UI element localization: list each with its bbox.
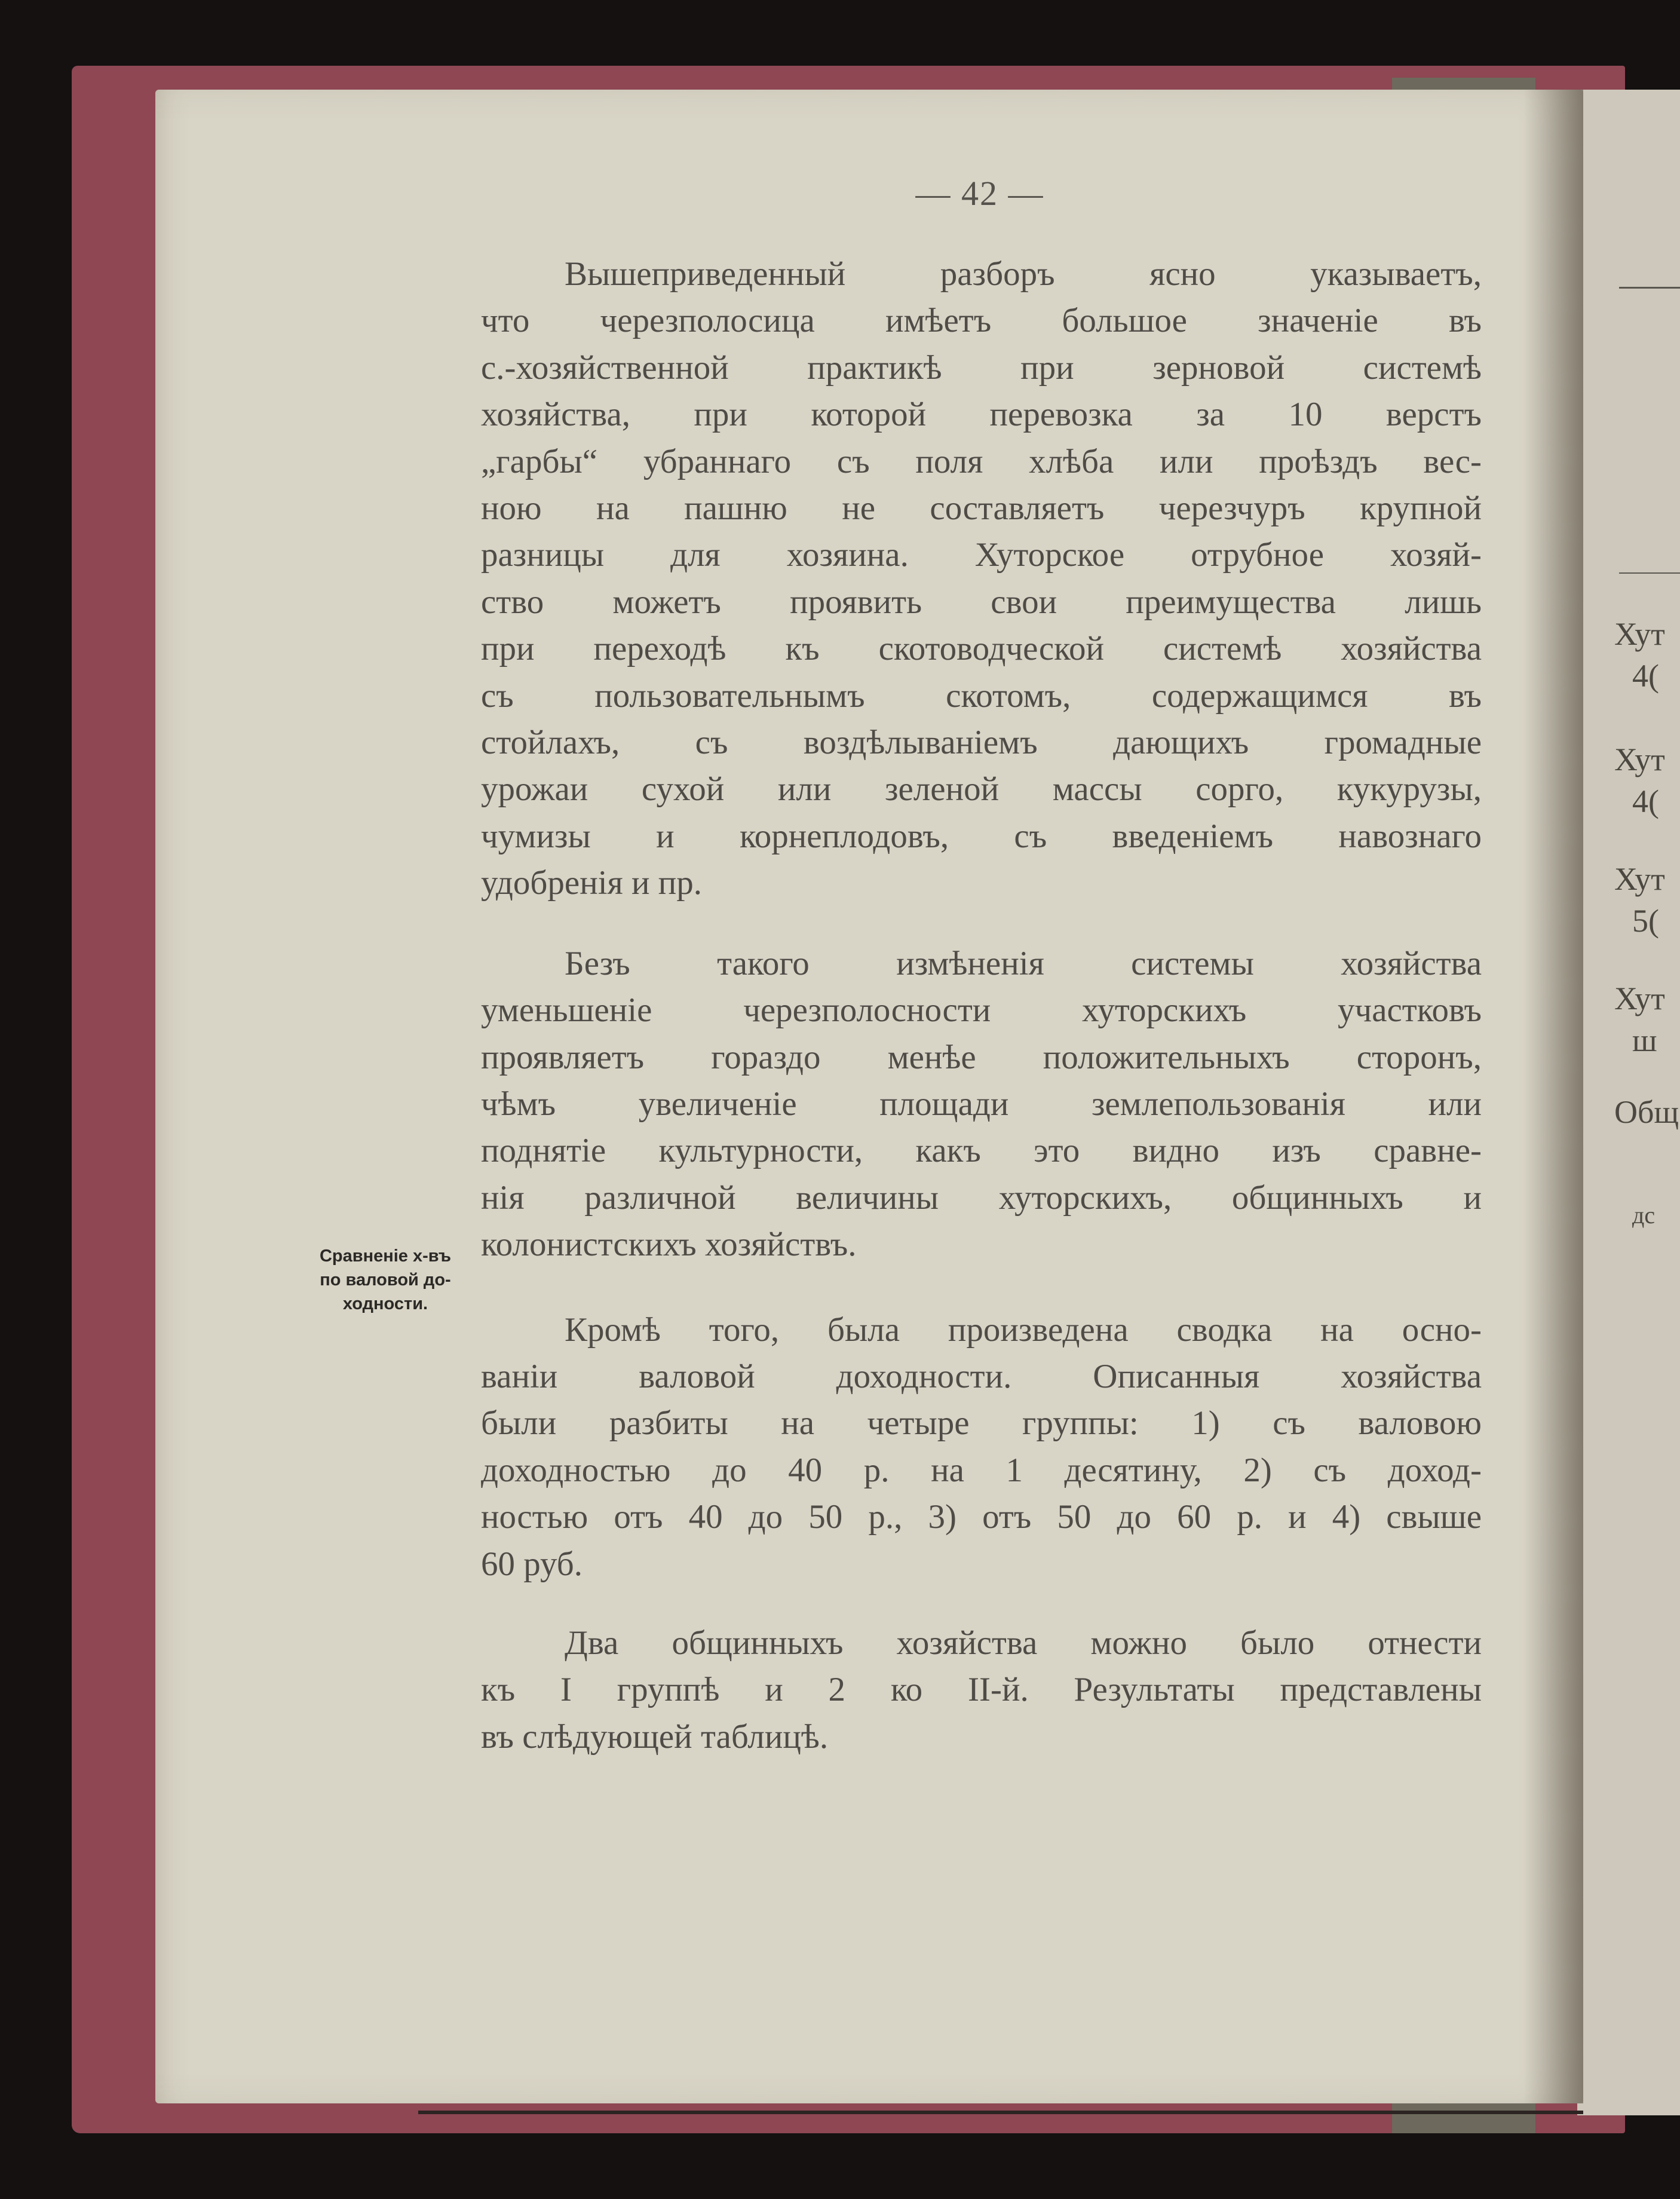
text-line: ваніи валовой доходности. Описанныя хозяйства: [481, 1357, 1482, 1395]
facing-page-fragment: 5(: [1632, 903, 1659, 939]
text-line: удобренія и пр.: [481, 864, 703, 902]
text-line: разницы для хозяина. Хуторское отрубное хозяй-: [481, 536, 1482, 574]
text-line: проявляетъ гораздо менѣе положительныхъ сторонъ,: [481, 1038, 1482, 1076]
text-line: въ слѣдующей таблицѣ.: [481, 1717, 829, 1756]
text-line: урожаи сухой или зеленой массы сорго, кукурузы,: [481, 770, 1482, 808]
text-line: с.-хозяйственной практикѣ при зерновой системѣ: [481, 348, 1482, 387]
paragraph: [481, 941, 1482, 1269]
text-line: ностью отъ 40 до 50 р., 3) отъ 50 до 60 р. и 4) свыше: [481, 1498, 1482, 1536]
facing-page-fragment: ш: [1632, 1022, 1657, 1058]
margin-note-line: ходности.: [342, 1294, 428, 1313]
text-line: чѣмъ увеличеніе площади землепользованія или: [481, 1085, 1482, 1123]
facing-page-rule: [1619, 287, 1680, 289]
facing-page-fragment: 4(: [1632, 658, 1659, 694]
text-line: нія различной величины хуторскихъ, общинныхъ и: [481, 1178, 1482, 1217]
text-line: доходностью до 40 р. на 1 десятину, 2) съ доход-: [481, 1451, 1482, 1489]
text-line: къ I группѣ и 2 ко II-й. Результаты представлены: [481, 1671, 1482, 1709]
page-number: — 42 —: [915, 174, 1044, 213]
facing-page-fragment: Хут: [1614, 616, 1665, 652]
facing-page-fragment: Хут: [1614, 861, 1665, 897]
text-line: Два общинныхъ хозяйства можно было отнести: [565, 1624, 1482, 1662]
cover-bottom-edge: [418, 2111, 1583, 2114]
paragraph: [481, 251, 1482, 907]
paragraph: [481, 1620, 1482, 1760]
facing-page-fragment: Общ: [1614, 1094, 1679, 1130]
facing-page-fragment: дс: [1632, 1202, 1656, 1229]
text-line: ною на пашню не составляетъ черезчуръ крупной: [481, 489, 1482, 528]
facing-page-rule: [1619, 572, 1680, 574]
page-gutter-shadow: [1523, 90, 1583, 2103]
text-line: при переходѣ къ скотоводческой системѣ хозяйства: [481, 630, 1482, 668]
text-line: съ пользовательнымъ скотомъ, содержащимся въ: [481, 676, 1482, 715]
facing-page-fragment: 4(: [1632, 783, 1659, 819]
text-line: что черезполосица имѣетъ большое значеніе въ: [481, 302, 1482, 340]
text-line: 60 руб.: [481, 1545, 583, 1583]
margin-note: [281, 1244, 490, 1316]
text-line: ство можетъ проявить свои преимущества лишь: [481, 583, 1482, 621]
text-line: хозяйства, при которой перевозка за 10 верстъ: [481, 396, 1482, 434]
margin-note-line: по валовой до-: [320, 1270, 451, 1290]
margin-note-line: Сравненіе х-въ: [319, 1246, 452, 1266]
paragraph: [481, 1307, 1482, 1588]
text-line: стойлахъ, съ воздѣлываніемъ дающихъ громадные: [481, 724, 1482, 762]
facing-page-fragment: Хут: [1614, 981, 1665, 1016]
text-line: колонистскихъ хозяйствъ.: [481, 1226, 857, 1264]
text-line: Безъ такого измѣненія системы хозяйства: [565, 944, 1482, 982]
facing-page-fragment: Хут: [1614, 742, 1665, 777]
text-line: Вышеприведенный разборъ ясно указываетъ,: [565, 255, 1482, 293]
text-line: уменьшеніе черезполосности хуторскихъ участковъ: [481, 991, 1482, 1030]
body-text: [481, 251, 1482, 1760]
text-line: Кромѣ того, была произведена сводка на осно-: [565, 1310, 1482, 1349]
text-line: чумизы и корнеплодовъ, съ введеніемъ навознаго: [481, 817, 1482, 855]
text-line: были разбиты на четыре группы: 1) съ валовою: [481, 1404, 1482, 1442]
text-line: поднятіе культурности, какъ это видно изъ сравне-: [481, 1132, 1482, 1170]
facing-page: [1577, 90, 1680, 2115]
text-line: „гарбы“ убраннаго съ поля хлѣба или проѣздъ вес-: [481, 442, 1482, 480]
